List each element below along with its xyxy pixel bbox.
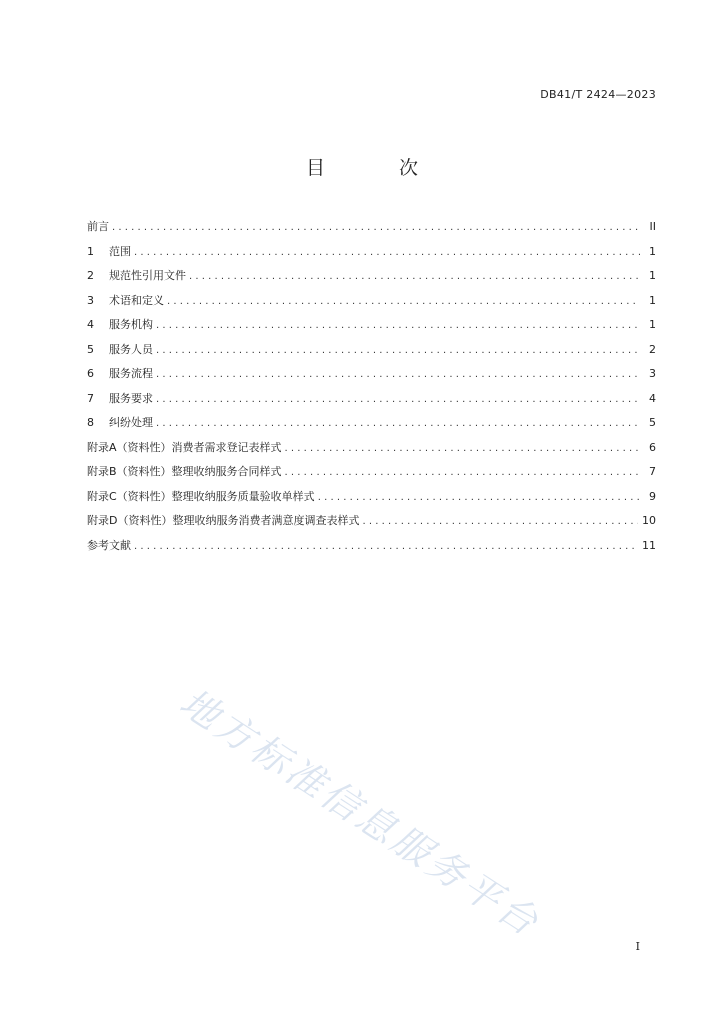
- toc-entry-page: 10: [642, 514, 656, 527]
- toc-title: 目 次: [305, 157, 453, 179]
- toc-entry-page: 4: [649, 391, 656, 405]
- dot-leader: [134, 247, 640, 258]
- toc-entry-page: 6: [649, 440, 656, 454]
- toc-entry-page: 5: [649, 416, 656, 429]
- toc-entry-label: 规范性引用文件: [109, 269, 186, 282]
- dot-leader: [189, 271, 640, 282]
- toc-entry-page: 1: [649, 293, 656, 307]
- dot-leader: [285, 443, 640, 454]
- dot-leader: [156, 418, 640, 429]
- toc-entry-label: 范围: [109, 244, 131, 258]
- toc-entry-1[interactable]: [87, 243, 656, 268]
- toc-entry-foreword[interactable]: [87, 218, 656, 243]
- toc-entry-3[interactable]: [87, 292, 656, 317]
- toc-entry-references[interactable]: [87, 537, 656, 562]
- toc-entry-page: 3: [649, 367, 656, 380]
- toc-entry-number: 1: [87, 244, 94, 258]
- toc-entry-label: 纠纷处理: [109, 416, 153, 429]
- dot-leader: [156, 345, 640, 356]
- toc-entry-appendix-c[interactable]: [87, 488, 656, 513]
- toc-entry-label: 附录B（资料性）整理收纳服务合同样式: [87, 465, 282, 478]
- dot-leader: [156, 369, 640, 380]
- toc-entry-page: 1: [649, 269, 656, 282]
- toc-entry-label: 参考文献: [87, 538, 131, 552]
- toc-entry-label: 附录A（资料性）消费者需求登记表样式: [87, 440, 282, 454]
- dot-leader: [156, 394, 640, 405]
- dot-leader: [318, 492, 640, 503]
- toc-entry-page: 11: [642, 538, 656, 552]
- toc-entry-number: 2: [87, 269, 94, 282]
- dot-leader: [362, 516, 638, 527]
- dot-leader: [134, 541, 638, 552]
- toc-entry-number: 6: [87, 367, 94, 380]
- toc-entry-label: 前言: [87, 220, 109, 233]
- toc-entry-appendix-d[interactable]: [87, 512, 656, 537]
- toc-entry-number: 7: [87, 391, 94, 405]
- toc-entry-5[interactable]: [87, 341, 656, 366]
- toc-entry-label: 服务要求: [109, 391, 153, 405]
- toc-entry-7[interactable]: [87, 390, 656, 415]
- toc-entry-page: 9: [649, 489, 656, 503]
- toc-entry-label: 附录D（资料性）整理收纳服务消费者满意度调查表样式: [87, 514, 360, 527]
- toc-entry-number: 3: [87, 293, 94, 307]
- dot-leader: [285, 467, 640, 478]
- document-code: DB41/T 2424—2023: [540, 88, 656, 101]
- toc-entry-number: 8: [87, 416, 94, 429]
- toc-entry-number: 5: [87, 342, 94, 356]
- dot-leader: [156, 320, 640, 331]
- toc-entry-4[interactable]: [87, 316, 656, 341]
- toc-entry-8[interactable]: [87, 414, 656, 439]
- watermark: 地方标准信息服务平台: [172, 679, 549, 946]
- toc-entry-label: 术语和定义: [109, 293, 164, 307]
- toc-entry-page: 7: [649, 465, 656, 478]
- toc-entry-label: 服务流程: [109, 367, 153, 380]
- toc-entry-page: 1: [649, 318, 656, 331]
- toc-entry-number: 4: [87, 318, 94, 331]
- toc-entry-label: 服务人员: [109, 342, 153, 356]
- toc-entry-page: II: [649, 220, 656, 233]
- page-number: I: [635, 940, 640, 953]
- dot-leader: [167, 296, 640, 307]
- toc-entry-label: 附录C（资料性）整理收纳服务质量验收单样式: [87, 489, 315, 503]
- toc-entry-label: 服务机构: [109, 318, 153, 331]
- toc-entry-2[interactable]: [87, 267, 656, 292]
- toc-entry-appendix-a[interactable]: [87, 439, 656, 464]
- dot-leader: [112, 222, 640, 233]
- toc-entry-page: 2: [649, 342, 656, 356]
- table-of-contents: [87, 218, 656, 561]
- toc-entry-page: 1: [649, 244, 656, 258]
- toc-entry-6[interactable]: [87, 365, 656, 390]
- toc-entry-appendix-b[interactable]: [87, 463, 656, 488]
